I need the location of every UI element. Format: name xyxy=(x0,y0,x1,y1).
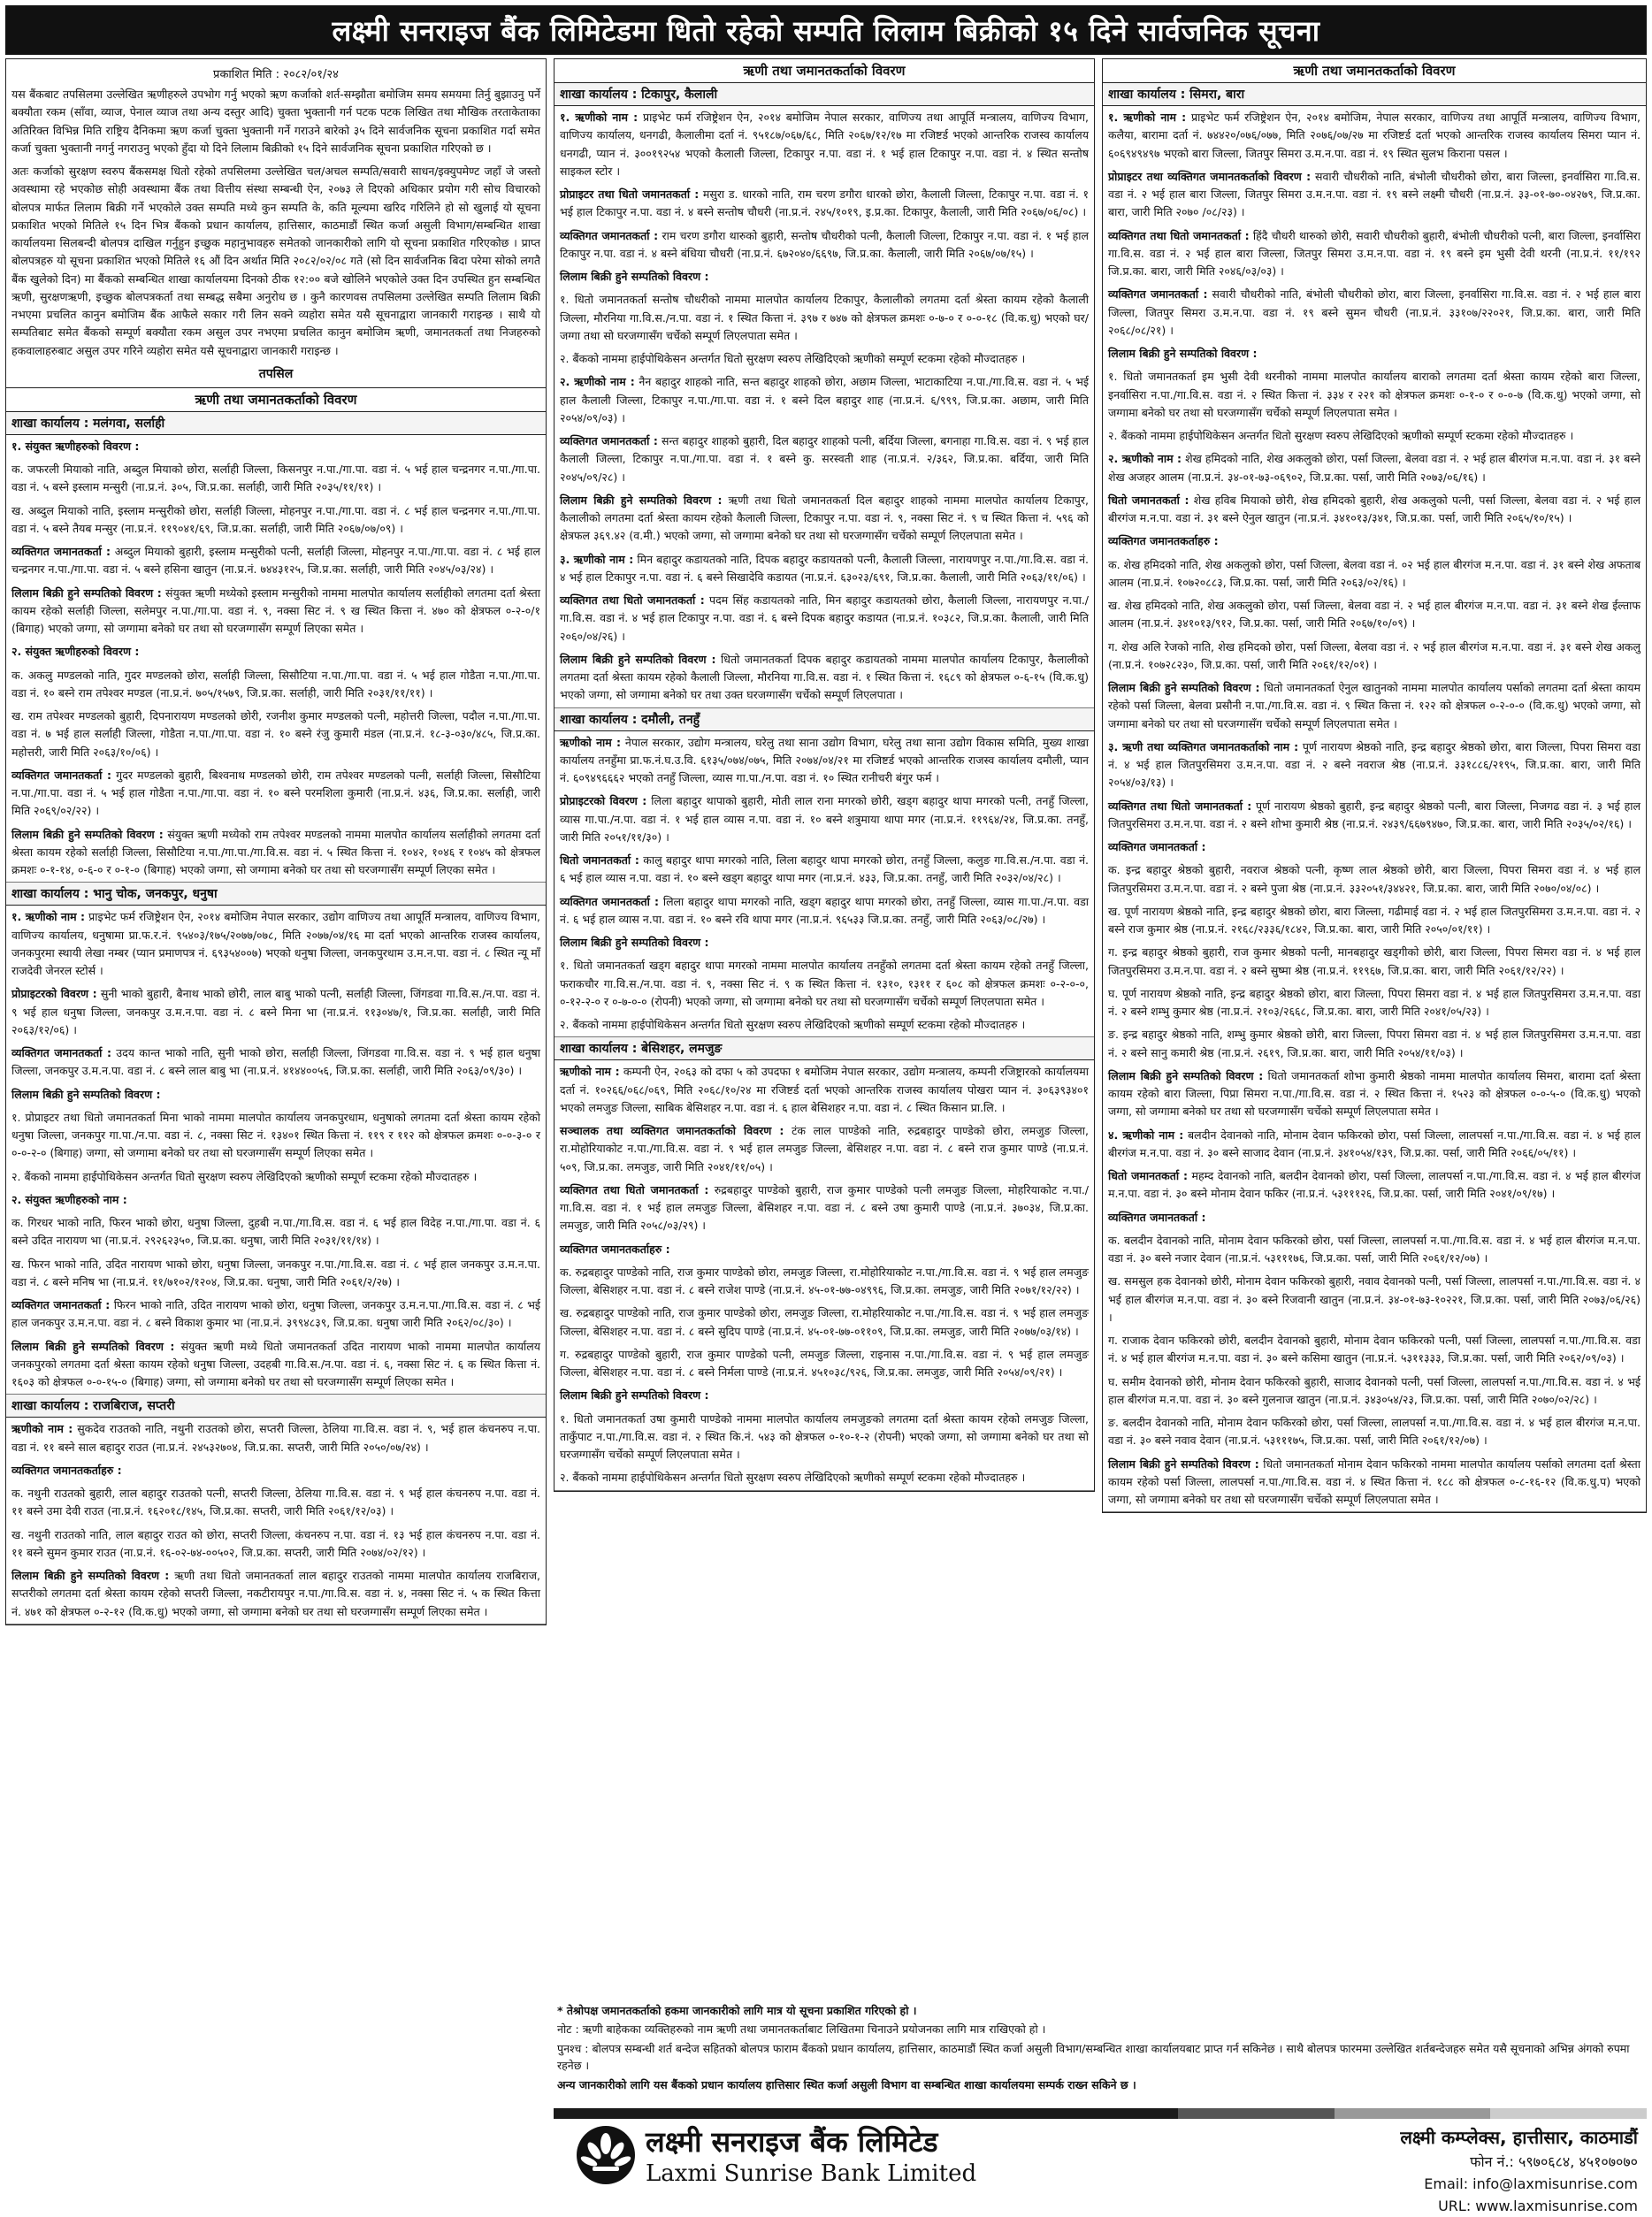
notice-paragraph: धितो जमानतकर्ता : महम्द देवानको नाति, बलदीन देवानको छोरा, पर्सा जिल्ला, लालपर्सा न.पा./गा.वि.स. वडा नं. ४ भई हाल बीरगंज म.न.पा. वडा नं. ३० बस्ने मोनाम देवान फकिर (ना.प्र.नं. ५३१११२६, जि.प्र.का. पर्सा, जारी मिति २०४१/०९/१७) । xyxy=(1108,1169,1641,1201)
notice-title: लक्ष्मी सनराइज बैंक लिमिटेडमा धितो रहेको सम्पति लिलाम बिक्रीको १५ दिने सार्वजनिक सूचना xyxy=(5,5,1647,55)
branch-list-left xyxy=(5,412,547,1625)
column-right xyxy=(1102,58,1647,1513)
notice-paragraph: लिलाम बिक्री हुने सम्पतिको विवरण : xyxy=(560,936,709,949)
notice-paragraph: ङ. इन्द्र बहादुर श्रेष्ठको नाति, शम्भु कुमार श्रेष्ठको छोरी, बारा जिल्ला, पिपरा सिमरा वडा नं. ४ भई हाल जितपुरसिमरा उ.म.न.पा. वडा नं. २ बस्ने सानु कमारी श्रेष्ठ (ना.प्र.नं. २६१९, जि.प्र.का. बारा, जारी मिति २०५४/११/०३) । xyxy=(1108,1028,1641,1059)
bank-name-english: Laxmi Sunrise Bank Limited xyxy=(646,2160,977,2187)
contact-block xyxy=(1400,2124,1638,2217)
notice-paragraph: व्यक्तिगत तथा धितो जमानतकर्ता : पूर्ण नारायण श्रेष्ठको बुहारी, इन्द्र बहादुर श्रेष्ठको पत्नी, बारा जिल्ला, निजगढ वडा नं. ३ भई हाल जितपुरसिमरा उ.म.न.पा. वडा नं. २ बस्ने शोभा कुमारी श्रेष्ठ (ना.प्र.नं. २४३९/६६७९४७०, जि.प्र.का. बारा, जारी मिति २०३५/०२/१६) । xyxy=(1108,799,1641,830)
notice-paragraph: व्यक्तिगत जमानतकर्ता : गुदर मण्डलको बुहारी, बिश्वनाथ मण्डलको छोरी, राम तपेश्वर मण्डलको पत्नी, सर्लाही जिल्ला, सिसौटिया न.पा./गा.पा. वडा नं. ५ भई हाल गोडैता न.पा./गा.पा. वडा नं. १० बस्ने परमशिला कुमारी (ना.प्र.नं. ४३६, जि.प्र.का. सर्लाही, जारी मिति २०६९/०२/२२) । xyxy=(11,768,540,818)
notice-paragraph: व्यक्तिगत तथा धितो जमानतकर्ता : हिंदै चौधरी थारुको छोरी, सवारी चौधरीको बुहारी, बंभोली चौधरीको पत्नी, बारा जिल्ला, इनर्वासिरा गा.वि.स. वडा नं. २ भई हाल बारा जिल्ला, जितपुर सिमरा उ.म.न.पा. वडा नं. १९ बस्ने इम भुसी देवी थरनी (ना.प्र.नं. ११/१९२ जि.प्र.का. बारा, जारी मिति २०४६/०३/०३) । xyxy=(1108,228,1641,278)
stripe-1 xyxy=(554,2108,1178,2119)
note-third-party: * तेश्रोपक्ष जमानतकर्ताको हकमा जानकारीको लागि मात्र यो सूचना प्रकाशित गरिएको हो । xyxy=(557,2004,917,2017)
notice-paragraph: ग. इन्द्र बहादुर श्रेष्ठको बुहारी, राज कुमार श्रेष्ठको पत्नी, मानबहादुर खड्गीको छोरी, बारा जिल्ला, पिपरा सिमरा वडा नं. ४ भई हाल जितपुरसिमरा उ.म.न.पा. वडा नं. २ बस्ने सुष्मा श्रेष्ठ (ना.प्र.नं. ११९६७, जि.प्र.का. बारा, जारी मिति २०६१/१२/२२) । xyxy=(1108,945,1641,977)
notice-paragraph: घ. पूर्ण नारायण श्रेष्ठको नाति, इन्द्र बहादुर श्रेष्ठको छोरा, बारा जिल्ला, पिपरा सिमरा वडा नं. ४ भई हाल जितपुरसिमरा उ.म.न.पा. वडा नं. २ बस्ने शम्भु कुमार श्रेष्ठ (ना.प्र.नं. २१०३/२६६८, जि.प्र.का. बारा, जारी मिति २०४१/०५/२३) । xyxy=(1108,986,1641,1018)
notice-paragraph: व्यक्तिगत जमानतकर्ताहरु : xyxy=(560,1242,670,1256)
notice-paragraph: क. नथुनी राउतको बुहारी, लाल बहादुर राउतको पत्नी, सप्तरी जिल्ला, ठेलिया गा.वि.स. वडा नं. ९ भई हाल कंचनरुप न.पा. वडा नं. ११ बस्ने उमा देवी राउत (ना.प्र.नं. १६२०१८/१४५, जि.प्र.का. सप्तरी, जारी मिति २०६१/१२/०३) । xyxy=(11,1487,540,1518)
section-title-left: ऋणी तथा जमानतकर्ताको विवरण xyxy=(5,387,547,412)
bank-logo xyxy=(575,2122,976,2187)
notice-paragraph: व्यक्तिगत जमानतकर्ताहरु : xyxy=(1108,534,1219,548)
notice-paragraph: ख. फिरन भाको नाति, उदित नारायण भाको छोरा, धनुषा जिल्ला, जनकपुर न.पा./गा.वि.स. वडा नं. ८ भई हाल जनकपुर उ.म.न.पा. वडा नं. ८ बस्ने मनिष भा (ना.प्र.नं. ११/७१०२/१२०४, जि.प्र.का. धनुषा, जारी मिति २०६१/२/२७) । xyxy=(11,1257,540,1288)
notice-paragraph: २. ऋणीको नाम : नैन बहादुर शाहको नाति, सन्त बहादुर शाहको छोरा, अछाम जिल्ला, भाटाकाटिया न.पा./गा.वि.स. वडा नं. ५ भई हाल कैलाली जिल्ला, टिकापुर न.पा./गा.पा. वडा नं. १ बस्ने दिल बहादुर शाह (ना.प्र.नं. ६/९९९, जि.प्र.का. अछाम, जारी मिति २०५४/०९/०३) । xyxy=(560,375,1089,424)
notice-paragraph: लिलाम बिक्री हुने सम्पतिको विवरण : संयुक्त ऋणी मध्ये धितो जमानतकर्ता उदित नारायण भाको नाममा मालपोत कार्यालय जनकपुरको लगतमा दर्ता श्रेस्ता कायम रहेको धनुषा जिल्ला, उदहबी गा.वि.स./न.पा. वडा नं. ६, नक्सा सिट नं. ६ क स्थित कित्ता नं. १६०३ को क्षेत्रफल ०-०-१५-० (बिगाह) जग्गा, सो जग्गामा बनेको घर तथा सो घरजग्गासँग सम्पूर्ण लिएका समेत । xyxy=(6,1335,546,1395)
branch-list-right xyxy=(1102,83,1647,1513)
notice-paragraph: ख. पूर्ण नारायण श्रेष्ठको नाति, इन्द्र बहादुर श्रेष्ठको छोरा, बारा जिल्ला, गढीमाई वडा नं. २ भई हाल जितपुरसिमरा उ.म.न.पा. वडा नं. २ बस्ने राज कुमार श्रेष्ठ (ना.प्र.नं. २१६८/२३३६/१८४२, जि.प्र.का. बारा, जारी मिति २०५०/०१/११) । xyxy=(1108,904,1641,936)
notice-paragraph: ङ. बलदीन देवानको नाति, मोनाम देवान फकिरको छोरा, पर्सा जिल्ला, लालपर्सा न.पा./गा.वि.स. वडा नं. ४ भई हाल बीरगंज म.न.पा. वडा नं. ३० बस्ने नवाव देवान (ना.प्र.नं. ५३१११७५, जि.प्र.का. पर्सा, जारी मिति २०६१/१२/०७) । xyxy=(1108,1416,1641,1448)
notice-paragraph: लिलाम बिक्री हुने सम्पतिको विवरण : संयुक्त ऋणी मध्येको इस्लाम मन्सुरीको नाममा मालपोत कार्यालय सर्लाहीको लगतमा दर्ता श्रेस्ता कायम रहेको सर्लाही जिल्ला, सलेमपुर न.पा./गा.पा. वडा नं. ९, नक्सा सिट नं. ९ ख स्थित कित्ता नं. ४७० को क्षेत्रफल ०-२-०/१ (बिगाह) भएको जग्गा, सो जग्गामा बनेको घर तथा सो घरजग्गासँग सम्पूर्ण लिएका समेत । xyxy=(11,585,540,635)
intro-paragraph-2: अतः कर्जाको सुरक्षण स्वरुप बैंकसमक्ष धितो रहेको तपसिलमा उल्लेखित चल/अचल सम्पति/सवारी साधन/इक्युपमेण्ट जहाँ जे जस्तो अवस्थामा रहे भएकोछ सोही अवस्थामा बैंक तथा वित्तीय संस्था सम्बन्धी ऐन, २०७३ ले दिएको अधिकार प्रयोग गरी सोच विचारको बोलपत्र मार्फत लिलाम बिक्री गर्ने भएकोले उक्त सम्पति मध्ये कुन सम्पति के, कति मूल्यमा खरिद गरिलिने हो सो खुलाई यो सूचना प्रकाशित भएको मितिले १५ दिन भित्र बैंकको प्रधान कार्यालय, हात्तिसार, काठमाडौं स्थित कर्जा असुली विभाग/सम्बन्धित शाखा कार्यालयमा सिलबन्दी बोलपत्र दाखिल गर्नुहुन इच्छुक महानुभावहरु समेतको जानकारीको लागि यो सूचना प्रकाशित गरिएकोछ । प्राप्त बोलपत्रहरु यो सूचना प्रकाशित भएको मितिले १६ औं दिन अर्थात मिति २०८२/०२/०८ गते (सो दिन सार्वजनिक बिदा परेमा सोको लगतै बैंक खुलेको दिन) मा बैंकको सम्बन्धित शाखा कार्यालयमा दिनको ठीक १२:०० बजे खोलिने भएकोले उक्त दिन उपस्थित हुन सम्बन्धित ऋणी, सुरक्षणऋणी, इच्छुक बोलपत्रकर्ता तथा सम्बद्ध सबैमा अनुरोध छ । कुनै कारणवस तपसिलमा उल्लेखित सम्पति लिलाम बिक्री नभएमा प्रचलित कानुन बमोजिम बैंक आफैले सकार गरी लिन सक्ने व्यहोरा समेत यसै सूचनाद्वारा जानकारी गराइन्छ । साथै यो सम्पतिबाट समेत बैंकको सम्पूर्ण बक्यौता रकम असुल उपर नभएमा प्रचलित कानुन बमोजिम ऋणी, जमानतकर्ता तथा निजहरुको हकवालाहरुबाट असुल उपर गरिने व्यहोरा समेत यसै सूचनाद्वारा जानकारी गराइन्छ । xyxy=(11,164,540,357)
stripe-2 xyxy=(1178,2108,1335,2119)
column-left xyxy=(5,58,547,1625)
footer-stripe xyxy=(554,2108,1647,2119)
notice-paragraph: लिलाम बिक्री हुने सम्पतिको विवरण : संयुक्त ऋणी मध्येको राम तपेश्वर मण्डलको नाममा मालपोत कार्यालय सर्लाहीको लगतमा दर्ता श्रेस्ता कायम रहेको सर्लाही जिल्ला, सिसौटिया न.पा./गा.पा./गा.वि.स. वडा नं. ५ स्थित कित्ता नं. १०४२, १०४६ र १०४५ को क्षेत्रफल क्रमशः ०-१-१४, ०-६-० र ०-१-० (बिगाह) भएको जग्गा, सो जग्गामा बनेको घर तथा सो घरजग्गासँग सम्पूर्ण लिएका समेत । xyxy=(6,823,546,883)
publish-date: प्रकाशित मिति : २०८२/०१/२४ xyxy=(213,68,339,81)
notice-paragraph: व्यक्तिगत जमानतकर्ता : xyxy=(1108,1210,1206,1224)
notice-paragraph: लिलाम बिक्री हुने सम्पतिको विवरण : xyxy=(560,1388,709,1403)
notice-paragraph: ग. शेख अलि रेजको नाति, शेख हमिदको छोरा, पर्सा जिल्ला, बेलवा वडा नं. २ भई हाल बीरगंज म.न.पा. वडा नं. ३१ बस्ने शेख अकलु (ना.प्र.नं. १०७२८२३०, जि.प्र.का. पर्सा, जारी मिति २०६१/१२/०१) । xyxy=(1108,639,1641,671)
bank-email[interactable]: Email: info@laxmisunrise.com xyxy=(1424,2175,1638,2192)
notice-paragraph: १. ऋणीको नाम : प्राइभेट फर्म रजिष्ट्रेशन ऐन, २०१४ बमोजिम नेपाल सरकार, उद्योग वाणिज्य तथा आपूर्ति मन्त्रालय, वाणिज्य विभाग, वाणिज्य कार्यालय, धनुषामा प्रा.फ.र.नं. ९५४०३/१७५/२०७७/०७८, मिति २०७७/०४/१६ मा दर्ता भएको आन्तरिक राजस्व कार्यालय, जनकपुरमा स्थायी लेखा नम्बर (प्यान प्रमाणपत्र नं. ६९३५४००७) भएको धनुषा जिल्ला, जनकपुरधाम उ.म.न.पा. वडा नं. ८ स्थित न्यू माँ राजदेवी जेनरल स्टोर्स । xyxy=(11,910,540,977)
notice-paragraph: ख. नथुनी राउतको नाति, लाल बहादुर राउत को छोरा, सप्तरी जिल्ला, कंचनरुप न.पा. वडा नं. १३ भई हाल कंचनरुप न.पा. वडा नं. ११ बस्ने सुमन कुमार राउत (ना.प्र.नं. १६-०२-७४-००५०२, जि.प्र.का. सप्तरी, जारी मिति २०७४/०२/१२) । xyxy=(11,1527,540,1559)
notice-paragraph: २. बैंकको नाममा हाईपोथिकेसन अन्तर्गत धितो सुरक्षण स्वरुप लेखिदिएको ऋणीको सम्पूर्ण स्टकमा रहेको मौज्दातहरु । xyxy=(554,1466,1094,1490)
notice-paragraph: लिलाम बिक्री हुने सम्पतिको विवरण : धितो जमानतकर्ता दिपक बहादुर कडायतको नाममा मालपोत कार्यालय टिकापुर, कैलालीको लगतमा दर्ता श्रेस्ता कायम रहेको कैलाली जिल्ला, मौरनिया गा.वि.स. वडा नं. १ स्थित कित्ता नं. १६८९ को क्षेत्रफल ०-६-१५ (वि.क.धु) भएको जग्गा, सो जग्गामा बनेको घर तथा उक्त घरजग्गासँग चर्चेको सम्पूर्ण लिएलपाता । xyxy=(554,648,1094,708)
notice-paragraph: लिलाम बिक्री हुने सम्पतिको विवरण : ऋणी तथा धितो जमानतकर्ता दिल बहादुर शाहको नाममा मालपोत कार्यालय टिकापुर, कैलालीको लगतमा दर्ता श्रेस्ता कायम रहेको कैलाली जिल्ला, टिकापुर न.पा. वडा नं. ९, नक्सा सिट नं. ९ च स्थित कित्ता नं. ५९६ को क्षेत्रफल ३६९.४२ (व.मी.) भएको जग्गा, सो जग्गामा बनेको घर तथा सो घरजग्गासँग चर्चेको सम्पूर्ण लिएलपाता समेत । xyxy=(560,493,1089,543)
notice-paragraph: ग. राजाक देवान फकिरको छोरी, बलदीन देवानको बुहारी, मोनाम देवान फकिरको पत्नी, पर्सा जिल्ला, लालपर्सा न.पा./गा.वि.स. वडा नं. ४ भई हाल बीरगंज म.न.पा. वडा नं. ३० बस्ने कसिमा खातुन (ना.प्र.नं. ५३११३३३, जि.प्र.का. पर्सा, जारी मिति २०६२/०९/०३) । xyxy=(1108,1334,1641,1365)
bank-name-nepali: लक्ष्मी सनराइज बैंक लिमिटेड xyxy=(646,2125,938,2159)
stripe-3 xyxy=(1335,2108,1491,2119)
branch-heading: शाखा कार्यालय : भानु चोक, जनकपुर, धनुषा xyxy=(6,883,546,906)
notice-paragraph: १. धितो जमानतकर्ता उषा कुमारी पाण्डेको नाममा मालपोत कार्यालय लमजुङको लगतमा दर्ता श्रेस्ता कायम रहेको लमजुङ जिल्ला, ताकुँपाट न.पा./गा.वि.स. वडा नं. २ स्थित कि.नं. ५४३ को क्षेत्रफल ०-१०-१-२ (रोपनी) भएको जग्गा, सो जग्गामा बनेको घर तथा सो घरजग्गासँग चर्चेको सम्पूर्ण लिएलपाता समेत । xyxy=(560,1411,1089,1461)
notice-paragraph: ४. ऋणीको नाम : बलदीन देवानको नाति, मोनाम देवान फकिरको छोरा, पर्सा जिल्ला, लालपर्सा न.पा./गा.वि.स. वडा नं. ४ भई हाल बीरगंज म.न.पा. वडा नं. ३० बस्ने साजाद देवान (ना.प्र.नं. ३४१०५४/१३९, जि.प्र.का. पर्सा, जारी मिति २०६६/०५/११) । xyxy=(1108,1128,1641,1159)
notice-paragraph: ख. रुद्रबहादुर पाण्डेको नाति, राज कुमार पाण्डेको छोरा, लमजुङ जिल्ला, रा.मोहरियाकोट न.पा./गा.वि.स. वडा नं. ९ भई हाल लमजुङ जिल्ला, बेसिशहर न.पा. वडा नं. ८ बस्ने सुदिप पाण्डे (ना.प्र.नं. ४५-०१-७७-०११०९, जि.प्र.का. लमजुङ, जारी मिति २०७७/०३/१४) । xyxy=(560,1306,1089,1338)
notice-paragraph: प्रोप्राइटर तथा व्यक्तिगत जमानतकर्ताको विवरण : सवारी चौधरीको नाति, बंभोली चौधरीको छोरा, बारा जिल्ला, इनर्वासिरा गा.वि.स. वडा नं. २ भई हाल बारा जिल्ला, जितपुर सिमरा उ.म.न.पा. वडा नं. १९ बस्ने लक्ष्मी चौधरी (ना.प्र.नं. ३३-०१-७०-०४२७९, जि.प्र.का. बारा, जारी मिति २०७० /०८/२३) । xyxy=(1108,169,1641,219)
notice-paragraph: ख. अब्दुल मियाको नाति, इस्लाम मन्सुरीको छोरा, सर्लाही जिल्ला, मोहनपुर न.पा./गा.पा. वडा नं. ८ भई हाल चन्द्रनगर न.पा./गा.पा. वडा नं. ५ बस्ने तैयब मन्सुर (ना.प्र.नं. ११९०४१/६९, जि.प्र.का. सर्लाही, जारी मिति २०६७/०७/०९) । xyxy=(11,503,540,535)
notice-paragraph: ३. ऋणीको नाम : मिन बहादुर कडायतको नाति, दिपक बहादुर कडायतको पत्नी, कैलाली जिल्ला, नारायणपुर न.पा./गा.वि.स. वडा नं. ४ भई हाल टिकापुर न.पा. वडा नं. ६ बस्ने सिखादेवि कडायत (ना.प्र.नं. ६३०२३/६९१, जि.प्र.का. कैलाली, जारी मिति २०६३/११/०६) । xyxy=(560,552,1090,584)
notice-paragraph: २. बैंकको नाममा हाईपोथिकेसन अन्तर्गत धितो सुरक्षण स्वरुप लेखिदिएको ऋणीको सम्पूर्ण स्टकमा रहेको मौज्दातहरु । xyxy=(554,1013,1094,1037)
bank-url[interactable]: URL: www.laxmisunrise.com xyxy=(1438,2197,1638,2214)
notice-paragraph: ऋणीको नाम : कम्पनी ऐन, २०६३ को दफा ५ को उपदफा १ बमोजिम नेपाल सरकार, उद्योग मन्त्रालय, कम्पनी रजिष्ट्रारको कार्यालयमा दर्ता नं. १०२६६/०६८/०६९, मिति २०६८/१०/२४ मा रजिष्टर्ड दर्ता भएको आन्तरिक राजस्व कार्यालय पोखरा प्यान नं. ३०६३९३४०१ भएको लमजुङ जिल्ला, साबिक बेसिशहर न.पा. वडा नं. ६ हाल बेसिशहर न.पा. वडा नं. ८ स्थित किसान प्रा.लि. । xyxy=(560,1065,1089,1114)
notice-paragraph: १. धितो जमानतकर्ता सन्तोष चौधरीको नाममा मालपोत कार्यालय टिकापुर, कैलालीको लगतमा दर्ता श्रेस्ता कायम रहेको कैलाली जिल्ला, मौरनिया गा.वि.स./न.पा. वडा नं. १ स्थित कित्ता नं. ३९७ र ७४७ को क्षेत्रफल क्रमशः ०-७-० र ०-०-१८ (वि.क.धु) भएको घर/जग्गा तथा सो घरजग्गासँग चर्चेको सम्पूर्ण लिएलपाता समेत । xyxy=(560,293,1089,342)
section-title-right: ऋणी तथा जमानतकर्ताको विवरण xyxy=(1102,58,1647,83)
intro-box xyxy=(5,58,547,387)
notice-paragraph: २. बैंकको नाममा हाईपोथिकेसन अन्तर्गत धितो सुरक्षण स्वरुप लेखिदिएको ऋणीको सम्पूर्ण स्टकमा रहेको मौज्दातहरु । xyxy=(1108,429,1574,442)
branch-heading: शाखा कार्यालय : टिकापुर, कैलाली xyxy=(554,83,1094,106)
notice-paragraph: २. संयुक्त ऋणीहरुको नाम : xyxy=(11,1192,127,1206)
notice-paragraph: १. प्रोप्राइटर तथा धितो जमानतकर्ता मिना भाको नाममा मालपोत कार्यालय जनकपुरधाम, धनुषाको लगतमा दर्ता श्रेस्ता कायम रहेको धनुषा जिल्ला, जनकपुर गा.पा./न.पा. वडा नं. ८, नक्सा सिट नं. १३४०१ स्थित कित्ता नं. ११९ र ११२ को क्षेत्रफल क्रमशः ०-०-३-० र ०-०-२-० (बिगाह) जग्गा, सो जग्गामा बनेको घर तथा सो घरजग्गासँग सम्पूर्ण लिएका समेत । xyxy=(11,1110,540,1160)
notice-paragraph: व्यक्तिगत जमानतकर्ता : फिरन भाको नाति, उदित नारायण भाको छोरा, धनुषा जिल्ला, जनकपुर उ.म.न.पा./गा.वि.स. वडा नं. ८ भई हाल जनकपुर उ.म.न.पा. वडा नं. ८ बस्ने विकाश कुमार भा (ना.प्र.नं. ३९९४८३९, जि.प्र.का. धनुषा जारी मिति २०६२/०८/३०) । xyxy=(11,1298,541,1330)
notice-paragraph: व्यक्तिगत तथा धितो जमानतकर्ता : पदम सिंह कडायतको नाति, मिन बहादुर कडायतको छोरा, कैलाली जिल्ला, नारायणपुर न.पा./गा.वि.स. वडा नं. ४ भई हाल टिकापुर न.पा. वडा नं. ६ बस्ने दिपक बहादुर कडायत (ना.प्र.नं. १०३८२, जि.प्र.का. कैलाली, जारी मिति २०६०/०४/२६) । xyxy=(560,593,1089,643)
notice-paragraph: क. शेख हमिदको नाति, शेख अकलुको छोरा, पर्सा जिल्ला, बेलवा वडा नं. ०२ भई हाल बीरगंज म.न.पा. वडा नं. ३१ बस्ने शेख अफताब आलम (ना.प्र.नं. १०७२०८८३, जि.प्र.का. पर्सा, जारी मिति २०६३/०२/१६) । xyxy=(1108,557,1641,589)
branch-heading: शाखा कार्यालय : सिमरा, बारा xyxy=(1103,83,1646,106)
column-middle xyxy=(554,58,1095,1492)
notice-paragraph: ख. समसुल हक देवानको छोरी, मोनाम देवान फकिरको बुहारी, नवाव देवानको पत्नी, पर्सा जिल्ला, लालपर्सा न.पा./गा.वि.स. वडा नं. ४ भई हाल बीरगंज म.न.पा. वडा नं. ३० बस्ने रिजवानी खातुन (ना.प्र.नं. ३४-०१-७३-१०२२१, जि.प्र.का. पर्सा, जारी मिति २०७३/०६/२६) । xyxy=(1108,1274,1641,1324)
notice-paragraph: ग. रुद्रबहादुर पाण्डेको बुहारी, राज कुमार पाण्डेको पत्नी, लमजुङ जिल्ला, राइनास न.पा./गा.वि.स. वडा नं. ९ भई हाल लमजुङ जिल्ला, बेसिशहर न.पा. वडा नं. ८ बस्ने निर्मला पाण्डे (ना.प्र.नं. ४५१०३८/९२६, जि.प्र.का. लमजुङ, जारी मिति २०५४/०९/२१) । xyxy=(560,1347,1089,1379)
notice-paragraph: १. धितो जमानतकर्ता इम भुसी देवी थरनीको नाममा मालपोत कार्यालय बाराको लगतमा दर्ता श्रेस्ता कायम रहेको बारा जिल्ला, इनर्वासिरा न.पा./गा.वि.स. वडा नं. २ स्थित कित्ता नं. ३३४ र २२१ को क्षेत्रफल क्रमशः ०-१-० र ०-०-७ (वि.क.धु) भएको जग्गा, सो जग्गामा बनेको घर तथा सो घरजग्गासँग चर्चेको सम्पूर्ण लिएलपाता समेत । xyxy=(1108,370,1641,419)
note-contact: अन्य जानकारीको लागि यस बैंकको प्रधान कार्यालय हात्तिसार स्थित कर्जा असुली विभाग वा सम्बन्धित शाखा कार्यालयमा सम्पर्क राख्न सकिने छ । xyxy=(557,2077,1136,2091)
notice-paragraph: १. संयुक्त ऋणीहरुको विवरण : xyxy=(11,439,140,453)
notice-paragraph: लिलाम बिक्री हुने सम्पतिको विवरण : xyxy=(11,1087,161,1101)
bank-phone: फोन नं.: ५९७०६८४, ४५१०७०७० xyxy=(1470,2153,1638,2170)
notice-paragraph: ख. राम तपेश्वर मण्डलको बुहारी, दिपनारायण मण्डलको छोरी, रजनीश कुमार मण्डलको पत्नी, महोत्तरी जिल्ला, पदौल न.पा./गा.पा. वडा नं. ७ भई हाल सर्लाही जिल्ला, गोडैता न.पा./गा.पा. वडा नं. १० बस्ने रंजु कुमारी मंडल (ना.प्र.नं. १८-३-०३०/४८५, जि.प्र.का. महोत्तरी, जारी मिति २०६३/१०/०६) । xyxy=(11,709,540,759)
notice-paragraph: २. बैंकको नाममा हाईपोथिकेसन अन्तर्गत धितो सुरक्षण स्वरुप लेखिदिएको ऋणीको सम्पूर्ण स्टकमा रहेको मौज्दातहरु । xyxy=(560,352,1026,365)
notice-paragraph: व्यक्तिगत जमानतकर्ता : राम चरण डगौरा थारुको बुहारी, सन्तोष चौधरीको पत्नी, कैलाली जिल्ला, टिकापुर न.पा. वडा नं. १ भई हाल टिकापुर न.पा. वडा नं. ४ बस्ने बंधिया चौधरी (ना.प्र.नं. ६७२०४०/६६९७, जि.प्र.का. कैलाली, जारी मिति २०६७/०७/१५) । xyxy=(560,228,1090,260)
lotus-logo-icon xyxy=(575,2124,637,2186)
notice-paragraph: क. गिरधर भाको नाति, फिरन भाको छोरा, धनुषा जिल्ला, दुहबी न.पा./गा.वि.स. वडा नं. ६ भई हाल विदेह न.पा./गा.पा. वडा नं. ६ बस्ने उदित नारायण भा (ना.प्र.नं. २९२६२३५०, जि.प्र.का. धनुषा, जारी मिति २०३१/११/१४) । xyxy=(11,1216,540,1248)
note-names: नोट : ऋणी बाहेकका व्यक्तिहरुको नाम ऋणी तथा जमानतकर्ताबाट लिखितमा चिनाउने प्रयोजनका लागि मात्र राखिएको हो । xyxy=(557,2022,1046,2037)
notice-paragraph: क. बलदीन देवानको नाति, मोनाम देवान फकिरको छोरा, पर्सा जिल्ला, लालपर्सा न.पा./गा.वि.स. वडा नं. ४ भई हाल बीरगंज म.न.पा. वडा नं. ३० बस्ने नजार देवान (ना.प्र.नं. ५३१११७६, जि.प्र.का. पर्सा, जारी मिति २०६१/१२/०७) । xyxy=(1108,1233,1641,1265)
notice-paragraph: धितो जमानतकर्ता : कालु बहादुर थापा मगरको नाति, लिला बहादुर थापा मगरको छोरा, तनहुँ जिल्ला, कलुङ गा.वि.स./न.पा. वडा नं. ६ भई हाल व्यास न.पा. वडा नं. १० बस्ने खड्ग बहादुर थापा मगर (ना.प्र.नं. ४३३, जि.प्र.का. तनहुँ, जारी मिति २०३२/०४/२८) । xyxy=(560,853,1089,885)
notice-paragraph: प्रोप्राइटरको विवरण : सुनी भाको बुहारी, बैनाथ भाको छोरी, लाल बाबु भाको पत्नी, सर्लाही जिल्ला, जिंगडवा गा.वि.स./न.पा. वडा नं. ९ भई हाल धनुषा जिल्ला, जनकपुर उ.म.न.पा. वडा नं. ८ बस्ने मिना भा (ना.प्र.नं. ११३०४७/१, जि.प्र.का. सर्लाही, जारी मिति २०६३/१२/०६) । xyxy=(11,987,540,1036)
notice-paragraph: लिलाम बिक्री हुने सम्पतिको विवरण : धितो जमानतकर्ता शोभा कुमारी श्रेष्ठको नाममा मालपोत कार्यालय सिमरा, बारामा दर्ता श्रेस्ता कायम रहेको बारा जिल्ला, पिप्रा सिमरा न.पा./गा.वि.स. वडा नं. २ स्थित कित्ता नं. १५२३ को क्षेत्रफल ०-०-५-० (वि.क.धु) भएको जग्गा, सो जग्गामा बनेको घर तथा सो घरजग्गासँग चर्चेको सम्पूर्ण लिएलपाता समेत । xyxy=(1108,1068,1641,1119)
notice-paragraph: घ. समीम देवानको छोरी, मोनाम देवान फकिरको बुहारी, साजाद देवानको पत्नी, पर्सा जिल्ला, लालपर्सा न.पा./गा.वि.स. वडा नं. ४ भई हाल बीरगंज म.न.पा. वडा नं. ३० बस्ने गुलनाज खातुन (ना.प्र.नं. ३४३०५४/२३, जि.प्र.का. पर्सा, जारी मिति २०७०/०२/२८) । xyxy=(1108,1374,1641,1406)
section-title-middle: ऋणी तथा जमानतकर्ताको विवरण xyxy=(554,58,1095,83)
notice-paragraph: १. धितो जमानतकर्ता खड्ग बहादुर थापा मगरको नाममा मालपोत कार्यालय तनहुँको लगतमा दर्ता श्रेस्ता कायम रहेको तनहुँ जिल्ला, फराकचौर गा.वि.स./न.पा. वडा नं. ९, नक्सा सिट नं. ९ क स्थित कित्ता नं. १३१०, १३११ र ६०८ को क्षेत्रफल क्रमशः ०-२-०-०, ०-१२-२-० र ०-७-०-० (रोपनी) भएको जग्गा, सो जग्गामा बनेको घर तथा सो घरजग्गासँग चर्चेको सम्पूर्ण लिएलपाता समेत । xyxy=(560,959,1089,1008)
notice-paragraph: ऋणीको नाम : सुकदेव राउतको नाति, नथुनी राउतको छोरा, सप्तरी जिल्ला, ठेलिया गा.वि.स. वडा नं. ९, भई हाल कंचनरुप न.पा. वडा नं. ११ बस्ने साल बहादुर राउत (ना.प्र.नं. २४५३२७०४, जि.प्र.का. सप्तरी, जारी मिति २०५०/०७/२४) । xyxy=(11,1422,540,1454)
notice-paragraph: लिलाम बिक्री हुने सम्पतिको विवरण : xyxy=(560,270,709,283)
notice-paragraph: क. जफरली मियाको नाति, अब्दुल मियाको छोरा, सर्लाही जिल्ला, किसनपुर न.पा./गा.पा. वडा नं. ५ भई हाल चन्द्रनगर न.पा./गा.पा. वडा नं. ५ बस्ने इस्लाम मन्सुरी (ना.प्र.नं. ३०५, जि.प्र.का. सर्लाही, जारी मिति २०३५/११/११) । xyxy=(11,463,540,494)
notice-paragraph: २. संयुक्त ऋणीहरुको विवरण : xyxy=(11,645,140,659)
bank-address: लक्ष्मी कम्प्लेक्स, हात्तीसार, काठमाडौं xyxy=(1400,2127,1638,2148)
notice-paragraph: २. बैंकको नाममा हाईपोथिकेसन अन्तर्गत धितो सुरक्षण स्वरुप लेखिदिएको ऋणीको सम्पूर्ण स्टकमा रहेको मौज्दातहरु । xyxy=(11,1169,478,1183)
notice-paragraph: लिलाम बिक्री हुने सम्पतिको विवरण : धितो जमानतकर्ता ऐनुल खातुनको नाममा मालपोत कार्यालय पर्साको लगतमा दर्ता श्रेस्ता कायम रहेको पर्सा जिल्ला, बेलवा प्रसौनी न.पा./गा.वि.स. वडा नं. ९ स्थित कित्ता नं. १२२ को क्षेत्रफल ०-२-०-० (वि.क.धु) भएको जग्गा, सो जग्गामा बनेको घर तथा सो घरजग्गासँग चर्चेको सम्पूर्ण लिएलपाता समेत । xyxy=(1108,681,1641,730)
branch-heading: शाखा कार्यालय : मलंगवा, सर्लाही xyxy=(6,412,546,435)
notice-paragraph: क. रुद्रबहादुर पाण्डेको नाति, राज कुमार पाण्डेको छोरा, लमजुङ जिल्ला, रा.मोहोरियाकोट न.पा./गा.वि.स. वडा नं. ९ भई हाल लमजुङ जिल्ला, बेसिशहर न.पा. वडा नं. ८ बस्ने राजेश पाण्डे (ना.प्र.नं. ४५-०१-७७-०४९९६, जि.प्र.का. लमजुङ, जारी मिति २०७१/१२/२२) । xyxy=(560,1265,1089,1296)
notice-paragraph: प्रोप्राइटर तथा धितो जमानतकर्ता : मसुरा ड. धारको नाति, राम चरण डगौरा धारको छोरा, कैलाली जिल्ला, टिकापुर न.पा. वडा नं. १ भई हाल टिकापुर न.पा. वडा नं. ४ बस्ने सन्तोष चौधरी (ना.प्र.नं. २४५/१०१९, इ.प्र.का. टिकापुर, कैलाली, जारी मिति २०६७/०६/०८) । xyxy=(560,187,1090,219)
tapsil-heading: तपसिल xyxy=(258,366,294,381)
note-postscript: पुनश्च : बोलपत्र सम्बन्धी शर्त बन्देज सहितको बोलपत्र फाराम बैंकको प्रधान कार्यालय, हात्तिसार, काठमाडौं स्थित कर्जा असुली विभाग/सम्बन्धित शाखा कार्यालयबाट प्राप्त गर्न सकिनेछ । साथै बोलपत्र फारममा उल्लेखित शर्तबन्देजहरु समेत यसै सूचनाको अभिन्न अंगको रुपमा रहनेछ । xyxy=(557,2041,1630,2073)
notice-paragraph: व्यक्तिगत तथा धितो जमानतकर्ता : रुद्रबहादुर पाण्डेको बुहारी, राज कुमार पाण्डेको पत्नी लमजुङ जिल्ला, मोहरियाकोट न.पा./गा.वि.स. वडा नं. १ भई हाल लमजुङ जिल्ला, बेसिशहर न.पा. वडा नं. ८ बस्ने उषा कुमारी पाण्डे (ना.प्र.नं. ३७०३४, जि.प्र.का. लमजुङ, जारी मिति २०५८/०३/२९) । xyxy=(560,1182,1090,1233)
notice-paragraph: ३. ऋणी तथा व्यक्तिगत जमानतकर्ताको नाम : पूर्ण नारायण श्रेष्ठको नाति, इन्द्र बहादुर श्रेष्ठको छोरा, बारा जिल्ला, पिपरा सिमरा वडा नं. ४ भई हाल जितपुरसिमरा उ.म.न.पा. वडा नं. २ बस्ने नवराज श्रेष्ठ (ना.प्र.नं. ३३१८८६/२१९५, जि.प्र.का. बारा, जारी मिति २०५४/०३/१३) । xyxy=(1108,739,1641,790)
notice-paragraph: व्यक्तिगत जमानतकर्ता : उदय कान्त भाको नाति, सुनी भाको छोरा, सर्लाही जिल्ला, जिंगडवा गा.वि.स. वडा नं. ९ भई हाल धनुषा जिल्ला, जनकपुर उ.म.न.पा. वडा नं. ८ बस्ने लाल बाबु भा (ना.प्र.नं. ४१४४००५६, जि.प्र.का. सर्लाही, जारी मिति २०६३/०९/३०) । xyxy=(11,1046,540,1078)
notice-paragraph: लिलाम बिक्री हुने सम्पतिको विवरण : धितो जमानतकर्ता मोनाम देवान फकिरको नाममा मालपोत कार्यालय पर्साको लगतमा दर्ता श्रेस्ता कायम रहेको पर्सा जिल्ला, लालपर्सा न.पा./गा.वि.स. वडा नं. ४ स्थित कित्ता नं. १८८ को क्षेत्रफल ०-८-१६-१२ (वि.क.धु.प) भएको जग्गा, सो जग्गामा बनेको घर तथा सो घरजग्गासँग चर्चेको सम्पूर्ण लिएलपाता समेत । xyxy=(1103,1453,1646,1513)
notice-paragraph: लिलाम बिक्री हुने सम्पतिको विवरण : ऋणी तथा धितो जमानतकर्ता लाल बहादुर राउतको नाममा मालपोत कार्यालय राजबिराज, सप्तरीको लगतमा दर्ता श्रेस्ता कायम रहेको सप्तरी जिल्ला, नकटीरायपुर न.पा./गा.वि.स. वडा नं. ४, नक्सा सिट नं. ५ क स्थित कित्ता नं. ४७१ को क्षेत्रफल ०-२-१२ (वि.क.धु) भएको जग्गा, सो जग्गामा बनेको घर तथा सो घरजग्गासँग सम्पूर्ण लिएका समेत । xyxy=(6,1564,546,1625)
notice-paragraph: व्यक्तिगत जमानतकर्ता : सन्त बहादुर शाहको बुहारी, दिल बहादुर शाहको पत्नी, बर्दिया जिल्ला, बगनाहा गा.वि.स. वडा नं. ९ भई हाल कैलाली जिल्ला, टिकापुर न.पा./गा.पा. वडा नं. १ बस्ने कु. सरस्वती शाह (ना.प्र.नं. २/३६२, जि.प्र.का. बर्दिया, जारी मिति २०४५/०९/२८) । xyxy=(560,434,1089,484)
intro-paragraph-1: यस बैंकबाट तपसिलमा उल्लेखित ऋणीहरुले उपभोग गर्नु भएको ऋण कर्जाको शर्त-सम्झौता बमोजिम समय समयमा तिर्नु बुझाउनु पर्ने बक्यौता रकम (साँवा, व्याज, पेनाल व्याज तथा अन्य दस्तुर आदि) चुक्ता भुक्तानी गर्न पटक पटक लिखित तथा मौखिक तरताकेताका अतिरिक्त विभिन्न मिति राष्ट्रिय दैनिकमा ऋण कर्जा चुक्ता भुक्तानी गर्ने गराउने बारेको ३५ दिने सार्वजनिक सूचना प्रकाशित गर्दा समेत कर्जा चुक्ता भुक्तानी नगर्नु नगराउनु भएको हुँदा यो दिने लिलाम बिक्रीको १५ दिने सार्वजनिक सूचना प्रकाशित गरिएको छ । xyxy=(11,88,540,155)
notice-paragraph: क. अकलु मण्डलको नाति, गुदर मण्डलको छोरा, सर्लाही जिल्ला, सिसौटिया न.पा./गा.पा. वडा नं. ५ भई हाल गोडैता न.पा./गा.पा. वडा नं. १० बस्ने राम तपेश्वर मण्डल (ना.प्र.नं. ७०५/१५७९, जि.प्र.का. सर्लाही, जारी मिति २०३१/११/११) । xyxy=(11,668,540,700)
notice-paragraph: धितो जमानतकर्ता : शेख हविब मियाको छोरी, शेख हमिदको बुहारी, शेख अकलुको पत्नी, पर्सा जिल्ला, बेलवा वडा नं. २ भई हाल बीरगंज म.न.पा. वडा नं. ३१ बस्ने ऐनुल खातुन (ना.प्र.नं. ३४१०१३/३४१, जि.प्र.का. पर्सा, जारी मिति २०६५/१०/१५) । xyxy=(1108,493,1641,524)
notice-paragraph: प्रोप्राइटरको विवरण : लिला बहादुर थापाको बुहारी, मोती लाल राना मगरको छोरी, खड्ग बहादुर थापा मगरको पत्नी, तनहुँ जिल्ला, व्यास गा.पा./न.पा. वडा नं. १ भई हाल व्यास न.पा. वडा नं. १० बस्ने शत्रुमाया थापा मगर (ना.प्र.नं. ११९६४/२४, जि.प्र.का. तनहुँ, जारी मिति २०५१/११/३०) । xyxy=(560,794,1090,844)
notice-paragraph: १. ऋणीको नाम : प्राइभेट फर्म रजिष्ट्रेशन ऐन, २०१४ बमोजिम, नेपाल सरकार, वाणिज्य तथा आपूर्ति मन्त्रालय, वाणिज्य विभाग, कलैया, बारामा दर्ता नं. ७४४२०/०७६/०७७, मिति २०७६/०७/२७ मा रजिष्टर्ड दर्ता भएको आन्तरिक राजस्व कार्यालय सिमरा प्यान नं. ६०६९४९४९७ भएको बारा जिल्ला, जितपुर सिमरा उ.म.न.पा. वडा नं. १९ स्थित सुलभ किराना पसल । xyxy=(1108,111,1641,160)
notice-paragraph: लिलाम बिक्री हुने सम्पतिको विवरण : xyxy=(1108,347,1258,360)
stripe-4 xyxy=(1490,2108,1647,2119)
notice-paragraph: २. ऋणीको नाम : शेख हमिदको नाति, शेख अकलुको छोरा, पर्सा जिल्ला, बेलवा वडा नं. २ भई हाल बीरगंज म.न.पा. वडा नं. ३१ बस्ने शेख अजहर आलम (ना.प्र.नं. ३४-०१-७३-०६९०२, जि.प्र.का. पर्सा, जारी मिति २०७३/०६/१६) । xyxy=(1108,452,1641,484)
notice-paragraph: ऋणीको नाम : नेपाल सरकार, उद्योग मन्त्रालय, घरेलु तथा साना उद्योग विभाग, घरेलु तथा साना उद्योग विकास समिति, मुख्य शाखा कार्यालय तनहुँमा प्रा.फ.नं.घ.उ.वि. ६१३५/०७४/०७५, मिति २०७४/०४/२१ मा रजिष्टर्ड भएको आन्तरिक राजस्व कार्यालय दमौली, प्यान नं. ६०९४९६६६२ भएको तनहुँ जिल्ला, व्यास गा.पा./न.पा. वडा नं. १० स्थित रानीचरी बंगुर फर्म । xyxy=(560,735,1089,784)
notice-paragraph: व्यक्तिगत जमानतकर्ता : सवारी चौधरीको नाति, बंभोली चौधरीको छोरा, बारा जिल्ला, इनर्वासिरा गा.वि.स. वडा नं. २ भई हाल बारा जिल्ला, जितपुर सिमरा उ.म.न.पा. वडा नं. १९ बस्ने सुमन चौधरी (ना.प्र.नं. ३३१०७/२२०२१, जि.प्र.का. बारा, जारी मिति २०६८/०८/२१) । xyxy=(1108,287,1641,337)
notice-paragraph: व्यक्तिगत जमानतकर्ताहरु : xyxy=(11,1463,122,1477)
notice-paragraph: ख. शेख हमिदको नाति, शेख अकलुको छोरा, पर्सा जिल्ला, बेलवा वडा नं. २ भई हाल बीरगंज म.न.पा. वडा नं. ३१ बस्ने शेख ईल्ताफ आलम (ना.प्र.नं. ३४१०१३/९१२, जि.प्र.का. पर्सा, जारी मिति २०६७/१०/०९) । xyxy=(1108,599,1641,631)
notice-paragraph: व्यक्तिगत जमानतकर्ता : xyxy=(1108,840,1206,853)
notice-paragraph: १. ऋणीको नाम : प्राइभेट फर्म रजिष्ट्रेशन ऐन, २०१४ बमोजिम नेपाल सरकार, वाणिज्य तथा आपूर्ति मन्त्रालय, वाणिज्य विभाग, वाणिज्य कार्यालय, धनगढी, कैलालीमा दर्ता नं. ९५१८७/०६७/६८, मिति २०६७/१२/१७ मा रजिष्टर्ड भएको आन्तरिक राजस्व कार्यालय धनगढी, प्यान नं. ३००१९२५४ भएको कैलाली जिल्ला, टिकापुर न.पा. वडा नं. १ भई हाल टिकापुर न.पा. वडा नं. ४ स्थित सन्तोष साइकल स्टोर । xyxy=(560,111,1089,178)
notice-paragraph: व्यक्तिगत जमानतकर्ता : अब्दुल मियाको बुहारी, इस्लाम मन्सुरीको पत्नी, सर्लाही जिल्ला, मोहनपुर न.पा./गा.पा. वडा नं. ८ भई हाल चन्द्रनगर न.पा./गा.पा. वडा नं. ५ बस्ने हसिना खातुन (ना.प्र.नं. ७४४३१२५, जि.प्र.का. सर्लाही, जारी मिति २०४५/०३/२४) । xyxy=(11,545,540,577)
branch-list-middle xyxy=(554,83,1095,1492)
notice-paragraph: व्यक्तिगत जमानतकर्ता : लिला बहादुर थापा मगरको नाति, खड्ग बहादुर थापा मगरको छोरा, तनहुँ जिल्ला, व्यास गा.पा./न.पा. वडा नं. ६ भई हाल व्यास न.पा. वडा नं. १० बस्ने रवि थापा मगर (ना.प्र.नं. ९६५३३ जि.प्र.का. तनहुँ, जारी मिति २०६३/०८/२७) । xyxy=(560,894,1089,926)
branch-heading: शाखा कार्यालय : दमौली, तनहुँ xyxy=(554,708,1094,731)
branch-heading: शाखा कार्यालय : राजबिराज, सप्तरी xyxy=(6,1395,546,1418)
notice-paragraph: क. इन्द्र बहादुर श्रेष्ठको बुहारी, नवराज श्रेष्ठको पत्नी, कृष्ण लाल श्रेष्ठको छोरी, बारा जिल्ला, पिपरा सिमरा वडा नं. ४ भई हाल जितपुरसिमरा उ.म.न.पा. वडा नं. २ बस्ने पुजा श्रेष्ठ (ना.प्र.नं. ३३२०५१/३४४२१, जि.प्र.का. बारा, जारी मिति २०७०/०४/०८) । xyxy=(1108,863,1641,895)
branch-heading: शाखा कार्यालय : बेसिशहर, लमजुङ xyxy=(554,1037,1094,1060)
notice-paragraph: सञ्चालक तथा व्यक्तिगत जमानतकर्ताको विवरण : टंक लाल पाण्डेको नाति, रुद्रबहादुर पाण्डेको छोरा, लमजुङ जिल्ला, रा.मोहोरियाकोट न.पा./गा.वि.स. वडा नं. ९ भई हाल लमजुङ जिल्ला, बेसिशहर न.पा. वडा नं. ८ बस्ने राज कुमार पाण्डे (ना.प्र.नं. ५०९, जि.प्र.का. लमजुङ, जारी मिति २०४१/११/०५) । xyxy=(560,1124,1089,1173)
notes-block xyxy=(554,2001,1647,2094)
